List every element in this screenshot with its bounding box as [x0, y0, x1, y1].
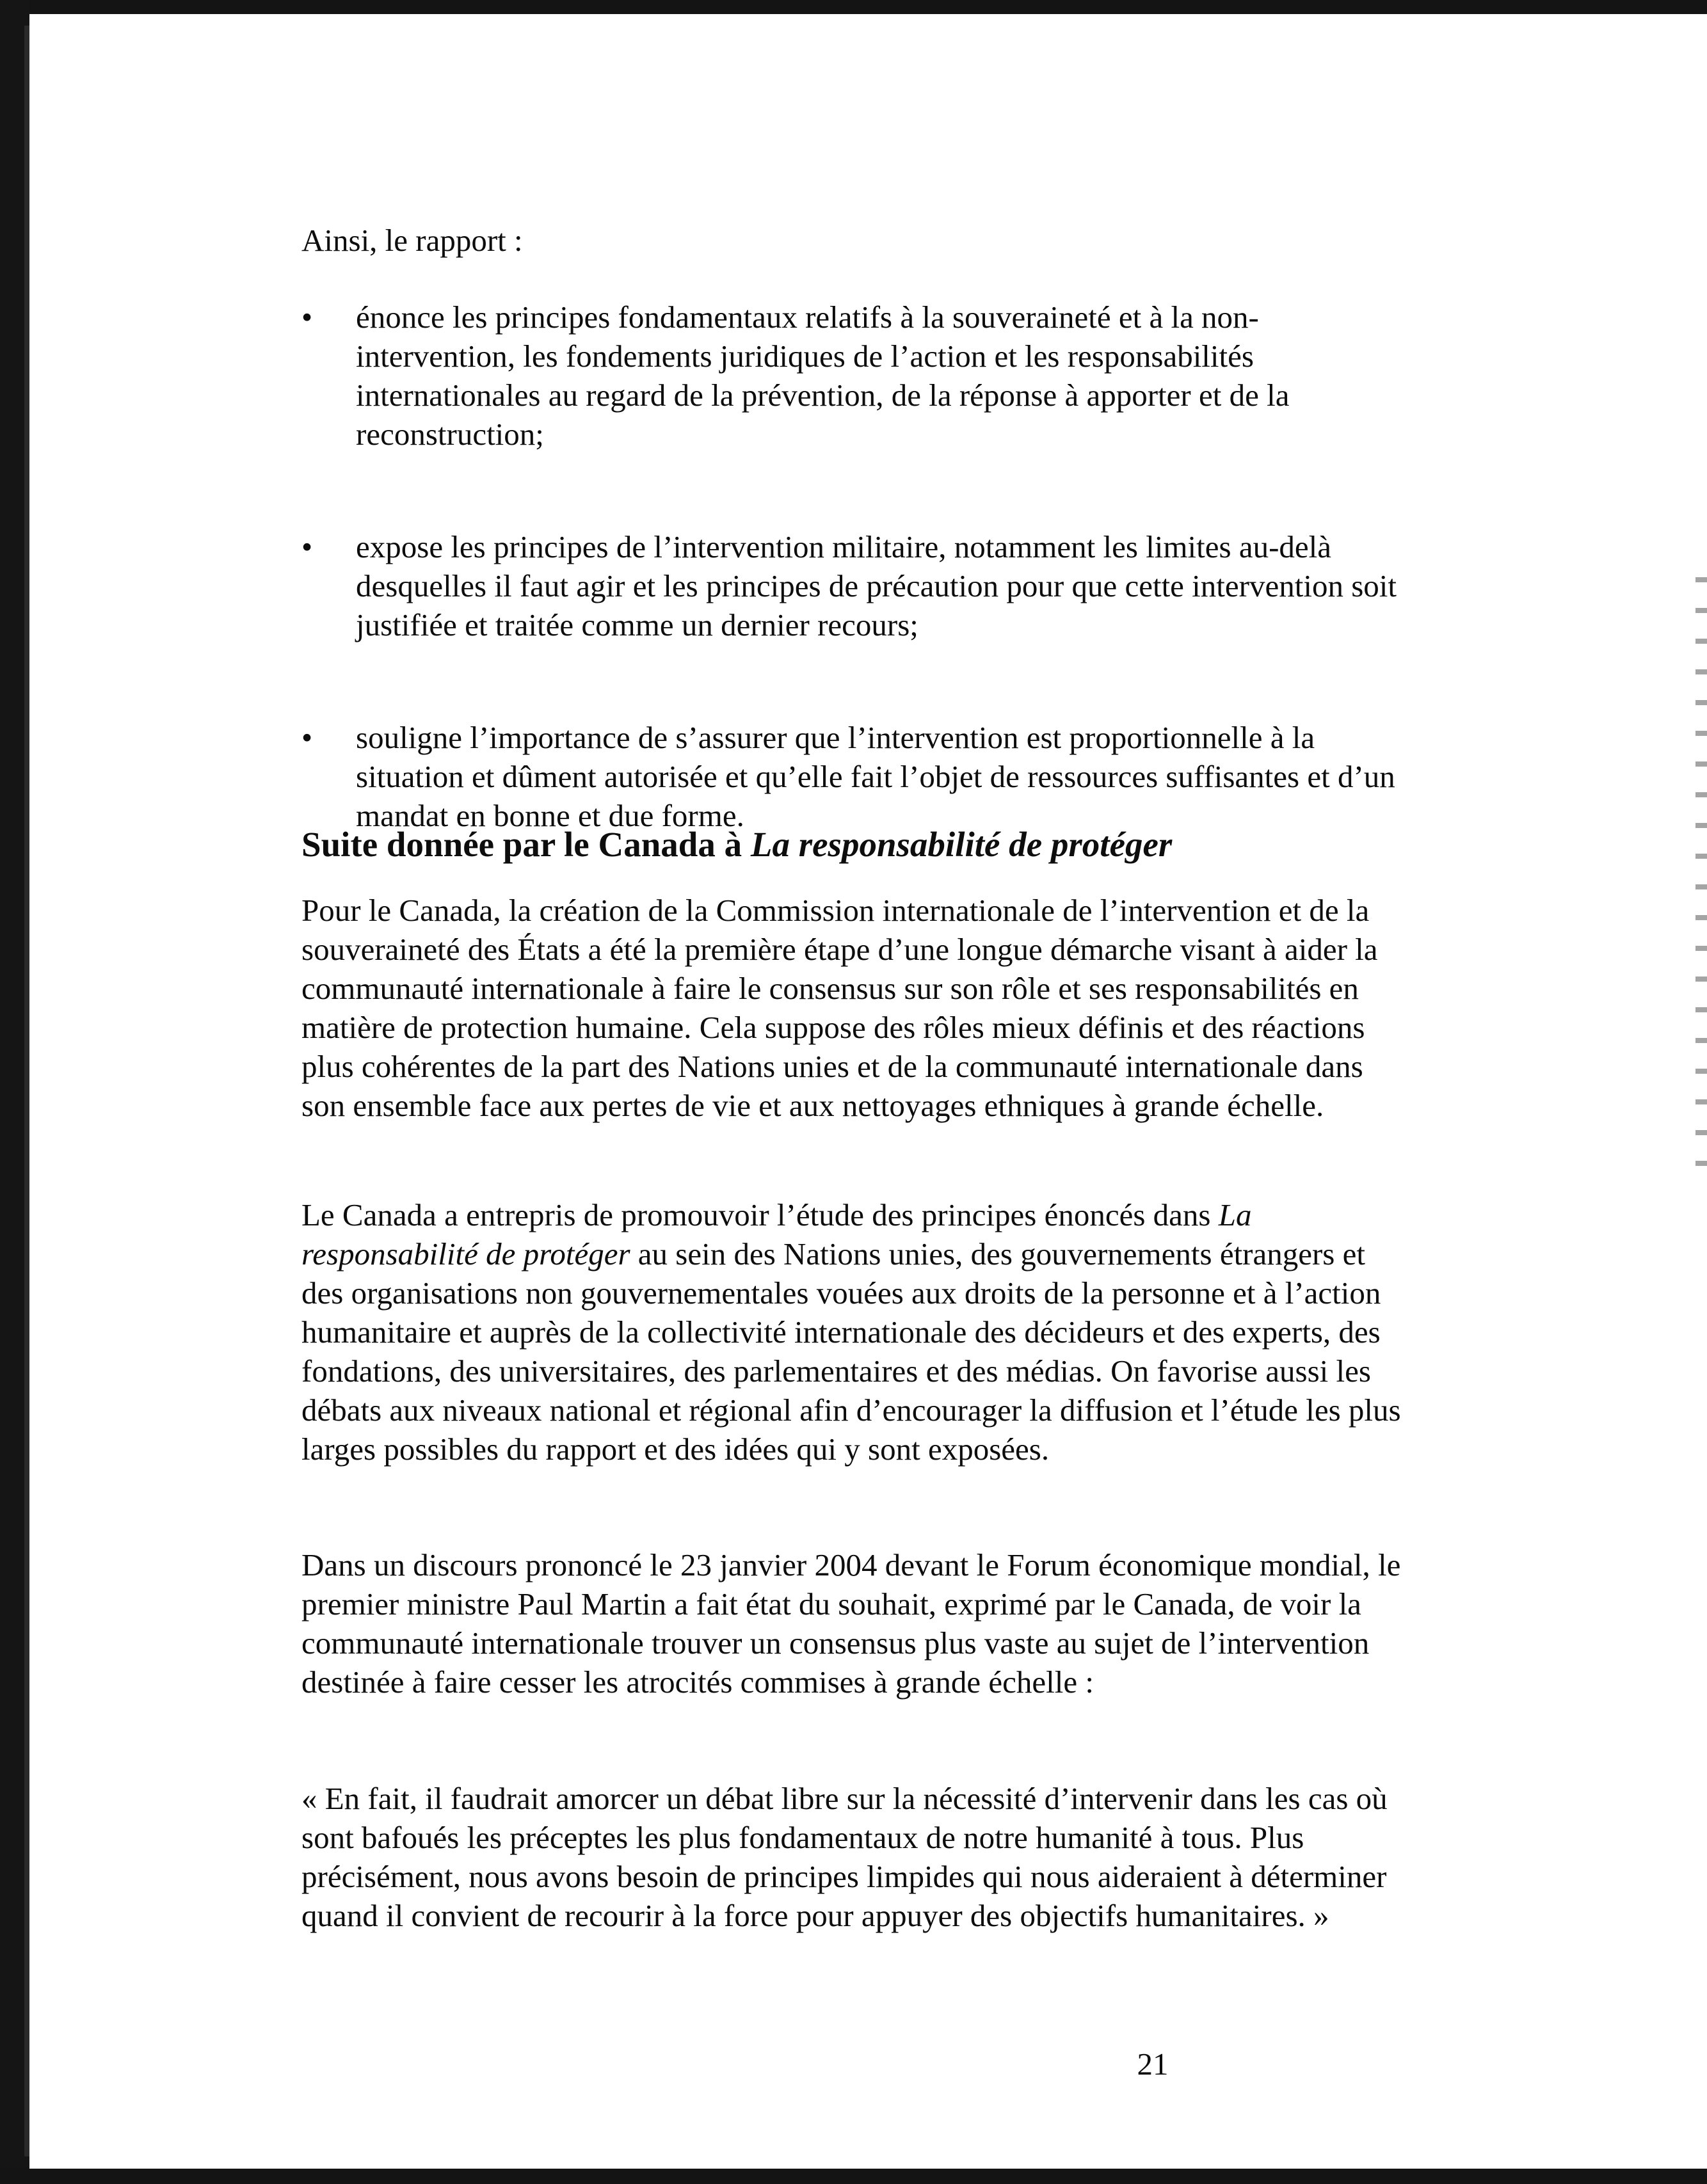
- scan-specks-right: [1695, 563, 1707, 1190]
- bullet-item: [301, 527, 1402, 644]
- bullet-text: expose les principes de l’intervention militaire, notamment les limites au-delà desquelles il faut agir et les principes de précaution pour que cette intervention soit justifiée et traitée comme un dernier recours;: [356, 529, 1397, 642]
- bullet-marker: •: [301, 529, 313, 564]
- paragraph-2-before: Le Canada a entrepris de promouvoir l’étude des principes énoncés dans: [301, 1197, 1219, 1232]
- bullet-item: [301, 298, 1402, 454]
- paragraph-2: [301, 1195, 1402, 1469]
- paragraph-3: Dans un discours prononcé le 23 janvier 2004 devant le Forum économique mondial, le premier ministre Paul Martin a fait état du souhait, exprimé par le Canada, de voir la communauté internationale trouver un consensus plus vaste au sujet de l’intervention destinée à faire cesser les atrocités commises à grande échelle :: [301, 1547, 1401, 1700]
- bullet-marker: •: [301, 720, 313, 755]
- bullet-text: énonce les principes fondamentaux relatifs à la souveraineté et à la non-intervention, les fondements juridiques de l’action et les responsabilités internationales au regard de la prévention, de la réponse à apporter et de la reconstruction;: [356, 299, 1290, 452]
- scan-border-top: [0, 0, 1707, 14]
- scan-border-bottom: [0, 2169, 1707, 2184]
- quote-paragraph: « En fait, il faudrait amorcer un débat libre sur la nécessité d’intervenir dans les cas où sont bafoués les préceptes les plus fondamentaux de notre humanité à tous. Plus précisément, nous avons besoin de principes limpides qui nous aideraient à déterminer quand il convient de recourir à la force pour appuyer des objectifs humanitaires. »: [301, 1781, 1388, 1933]
- paragraph-2-after: au sein des Nations unies, des gouvernements étrangers et des organisations non gouvernementales vouées aux droits de la personne et à l’action humanitaire et auprès de la collectivité internationale des décideurs et des experts, des fondations, des universitaires, des parlementaires et des médias. On favorise aussi les débats aux niveaux national et régional afin d’encourager la diffusion et l’étude les plus larges possibles du rapport et des idées qui y sont exposées.: [301, 1236, 1401, 1467]
- bullet-text: souligne l’importance de s’assurer que l’intervention est proportionnelle à la situation et dûment autorisée et qu’elle fait l’objet de ressources suffisantes et d’un mandat en bonne et due forme.: [356, 720, 1395, 833]
- bullet-marker: •: [301, 299, 313, 335]
- scan-border-left-inner: [24, 26, 29, 2156]
- intro-line: Ainsi, le rapport :: [301, 223, 523, 258]
- section-heading-prefix: Suite donnée par le Canada à: [301, 825, 751, 864]
- section-heading: [301, 822, 1172, 867]
- bullet-list: [301, 298, 1402, 909]
- paragraph-1: Pour le Canada, la création de la Commission internationale de l’intervention et de la souveraineté des États a été la première étape d’une longue démarche visant à aider la communauté internationale à faire le consensus sur son rôle et ses responsabilités en matière de protection humaine. Cela suppose des rôles mieux définis et des réactions plus cohérentes de la part des Nations unies et de la communauté internationale dans son ensemble face aux pertes de vie et aux nettoyages ethniques à grande échelle.: [301, 893, 1378, 1123]
- section-heading-italic-title: La responsabilité de protéger: [750, 825, 1173, 864]
- paragraph-2-italic-title: La responsabilité de protéger: [301, 1197, 1252, 1271]
- bullet-item: [301, 718, 1402, 835]
- page-number: 21: [1137, 2046, 1169, 2082]
